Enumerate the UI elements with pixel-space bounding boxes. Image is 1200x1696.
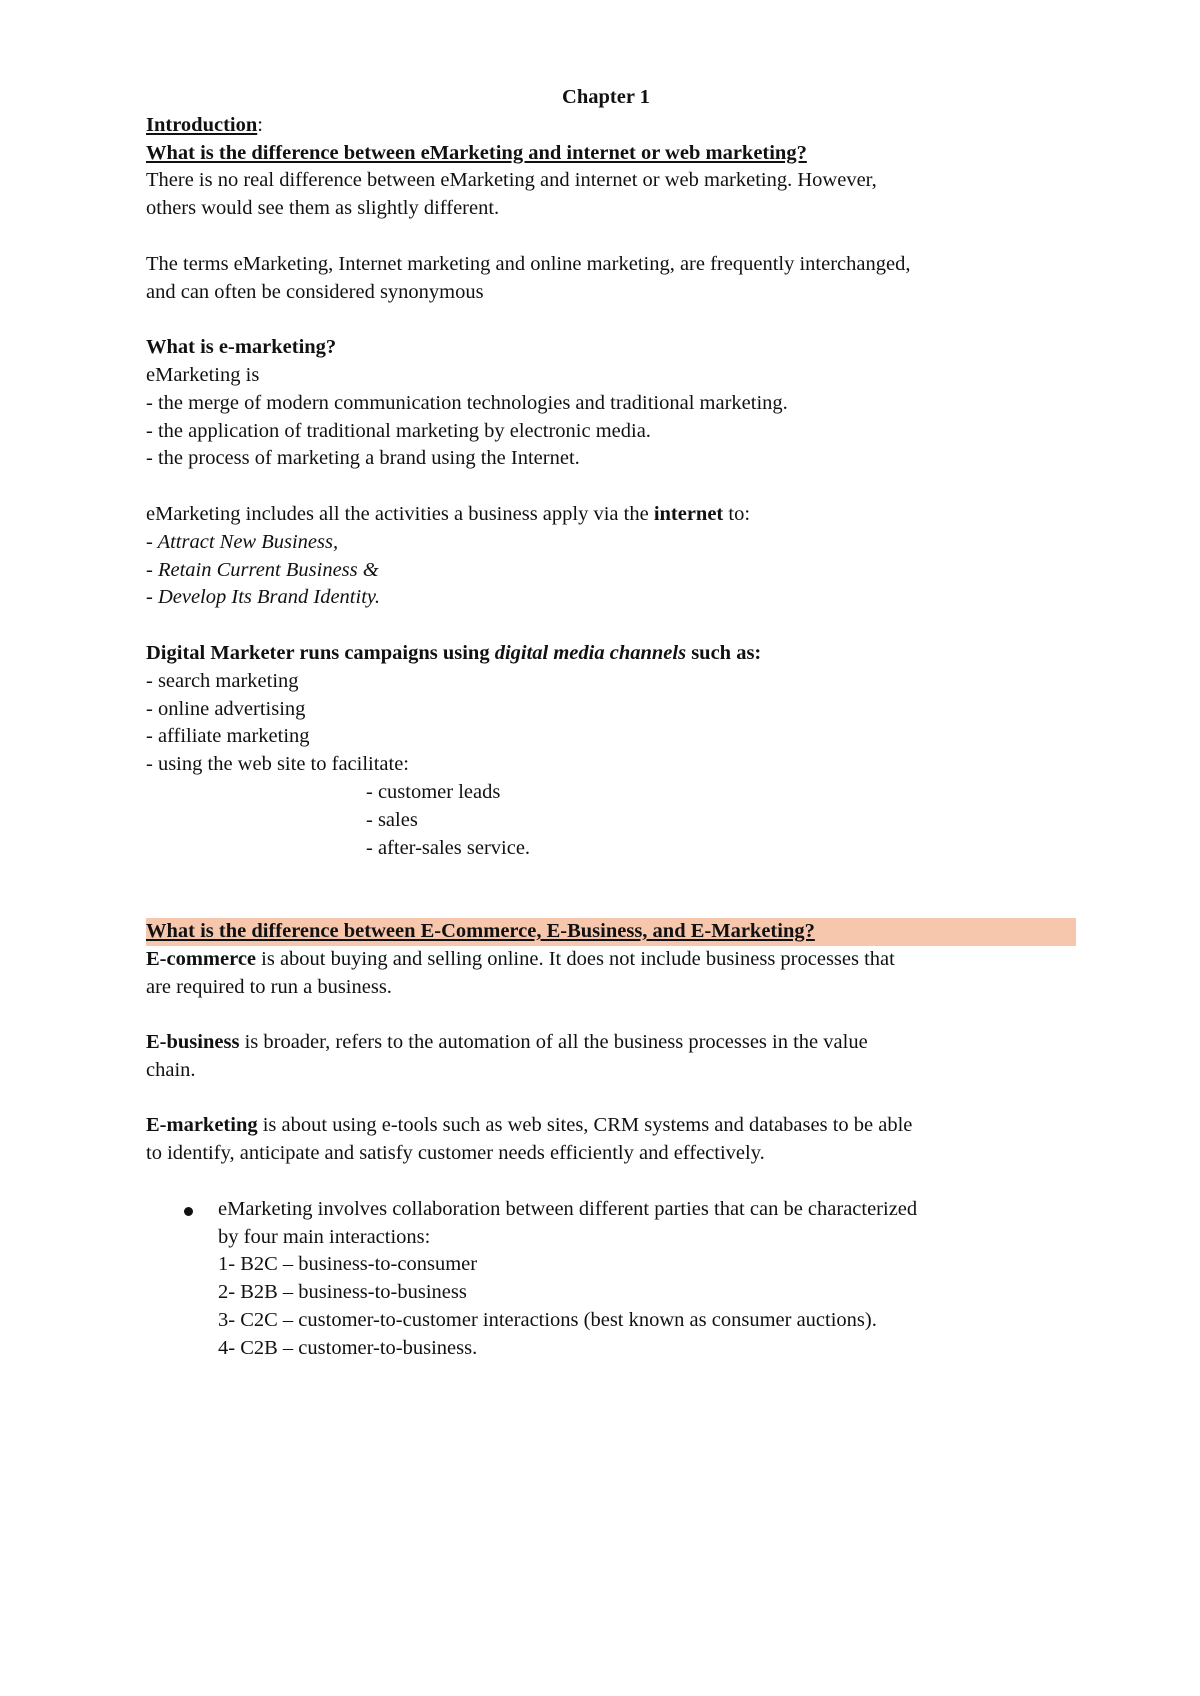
spacer [146,862,1066,918]
digital-heading-part-1: Digital Marketer runs campaigns using [146,641,495,664]
spacer [146,1001,1066,1029]
intro-question: What is the difference between eMarketing and internet or web marketing? [146,141,807,164]
bullet-dot-icon [184,1207,193,1216]
bullet-line-2: by four main interactions: [218,1225,431,1248]
intro-heading: Introduction [146,113,258,136]
intro-paragraph-2-line-2: and can often be considered synonymous [146,280,484,303]
ebusiness-term: E-business [146,1031,240,1054]
emarketing-line-1 [146,1112,1066,1140]
bullet-line-1: eMarketing involves collaboration between different parties that can be characterized [218,1197,918,1220]
spacer [146,1085,1066,1113]
intro-paragraph-1-line-1: There is no real difference between eMarketing and internet or web marketing. However, [146,169,877,192]
intro-heading-colon: : [257,113,263,136]
interaction-item: 4- C2B – customer-to-business. [218,1336,478,1359]
chapter-title: Chapter 1 [562,86,650,108]
intro-paragraph-2-line-1: The terms eMarketing, Internet marketing and online marketing, are frequently interchanged, [146,252,911,275]
digital-item: - using the web site to facilitate: [146,753,410,776]
digital-heading-italic: digital media channels [494,641,687,664]
spacer [146,612,1066,640]
ecommerce-line-1 [146,946,1066,974]
spacer [146,473,1066,501]
intro-heading-line [146,112,1066,140]
emarketing-line-2: to identify, anticipate and satisfy customer needs efficiently and effectively. [146,1142,765,1165]
document-page [146,84,1066,1363]
includes-suffix: to: [723,502,751,525]
spacer [146,1168,1066,1196]
emarketing-term: E-marketing [146,1114,258,1137]
includes-item: - Attract New Business, [146,530,339,553]
digital-sub-item: - customer leads [366,780,501,803]
includes-item: - Retain Current Business & [146,558,379,581]
includes-item: - Develop Its Brand Identity. [146,586,380,609]
includes-bold-word: internet [653,502,724,525]
includes-line [146,501,1066,529]
digital-sub-item: - sales [366,808,418,831]
what-is-item: - the process of marketing a brand using the Internet. [146,447,580,470]
interaction-item: 1- B2C – business-to-consumer [218,1253,478,1276]
interaction-item: 3- C2C – customer-to-customer interactions (best known as consumer auctions). [218,1309,877,1332]
spacer [146,306,1066,334]
ecommerce-line-2: are required to run a business. [146,975,392,998]
what-is-item: - the merge of modern communication technologies and traditional marketing. [146,391,788,414]
digital-item: - search marketing [146,669,299,692]
what-is-lead: eMarketing is [146,363,260,386]
spacer [146,223,1066,251]
intro-paragraph-1-line-2: others would see them as slightly different. [146,197,500,220]
digital-sub-item: - after-sales service. [366,836,531,859]
ecommerce-text: is about buying and selling online. It does not include business processes that [256,947,895,970]
what-is-item: - the application of traditional marketing by electronic media. [146,419,651,442]
ebusiness-line-1 [146,1029,1066,1057]
ecommerce-term: E-commerce [146,947,257,970]
ebusiness-text: is broader, refers to the automation of all the business processes in the value [239,1031,868,1054]
difference-heading: What is the difference between E-Commerce, E-Business, and E-Marketing? [146,918,1076,946]
digital-item: - online advertising [146,697,306,720]
digital-heading-part-2: such as: [686,641,762,664]
digital-heading [146,640,1066,668]
emarketing-text: is about using e-tools such as web sites, CRM systems and databases to be able [257,1114,913,1137]
what-is-heading: What is e-marketing? [146,336,337,359]
bullet-list-item [146,1196,1066,1363]
includes-prefix: eMarketing includes all the activities a business apply via the [146,502,654,525]
digital-item: - affiliate marketing [146,725,310,748]
interaction-item: 2- B2B – business-to-business [218,1281,467,1304]
ebusiness-line-2: chain. [146,1058,196,1081]
